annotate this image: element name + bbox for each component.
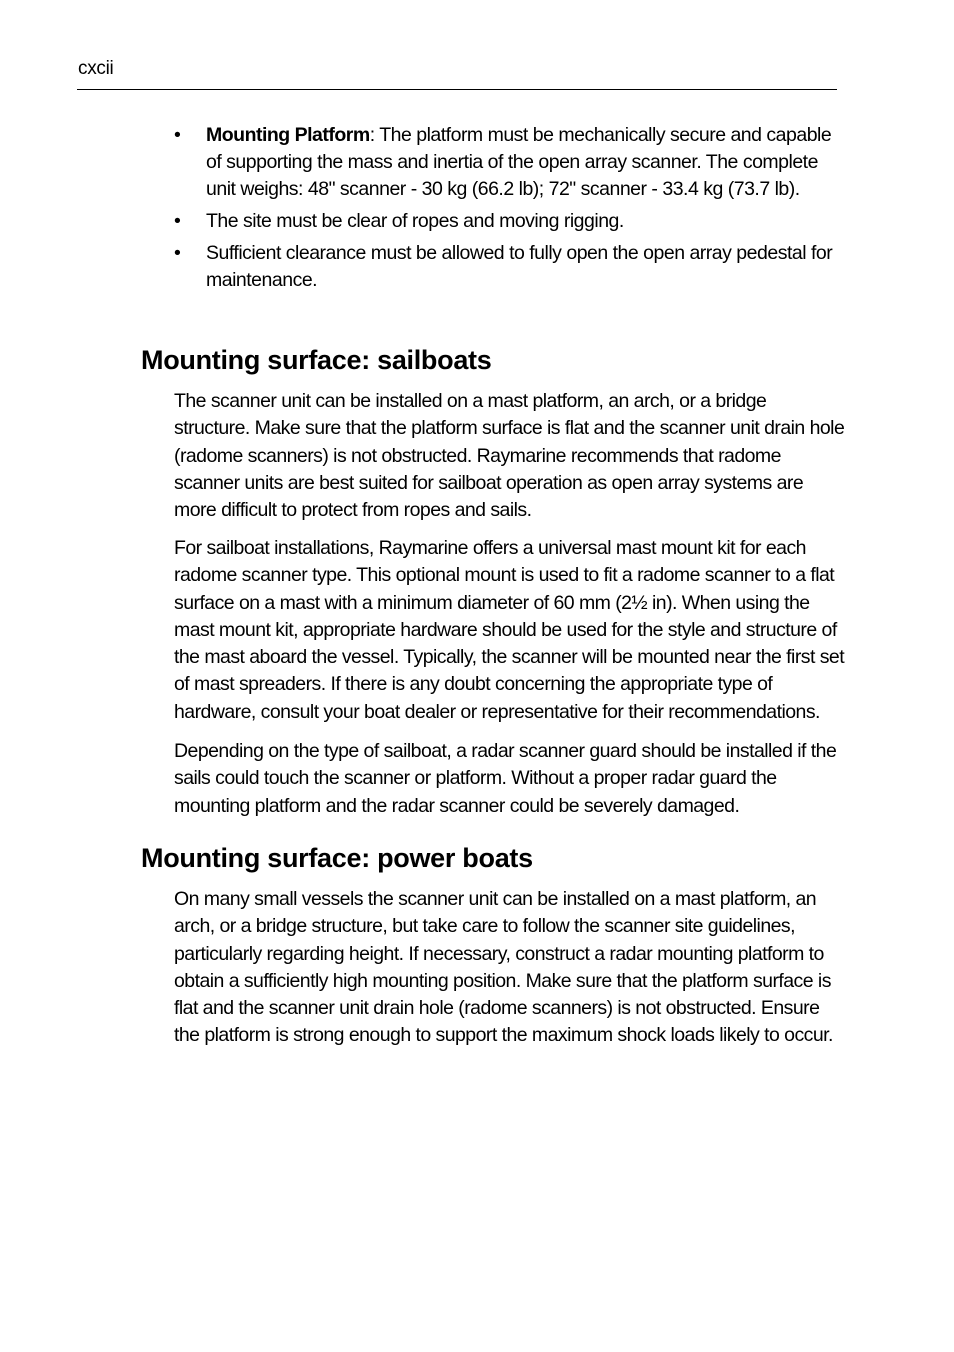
bullet-item-clearance	[174, 240, 846, 294]
bullet-icon: •	[174, 210, 181, 232]
bullet-text: The site must be clear of ropes and moving rigging.	[206, 210, 624, 232]
paragraph: The scanner unit can be installed on a mast platform, an arch, or a bridge structure. Make sure that the platform surface is flat and the scanner unit drain hole (radome scanners) is not obstructed. Raymarine recommends that radome scanner units are best suited for sailboat operation as open array systems are more difficult to protect from ropes and sails.	[174, 390, 845, 522]
section-heading-sailboats: Mounting surface: sailboats	[141, 345, 492, 375]
bullet-item-mounting-platform	[174, 122, 846, 203]
bullet-bold-label: Mounting Platform	[206, 124, 370, 146]
bullet-text: Sufficient clearance must be allowed to fully open the open array pedestal for maintenance.	[206, 242, 833, 291]
section-heading-power-boats: Mounting surface: power boats	[141, 843, 533, 873]
bullet-icon: •	[174, 124, 181, 146]
bullet-text: : The platform must be mechanically secure and capable of supporting the mass and inertia of the open array scanner. The complete unit weighs: 48" scanner - 30 kg (66.2 lb); 72" scanner - 33.4 kg (73.7 lb).	[206, 124, 832, 200]
bullet-icon: •	[174, 242, 181, 264]
paragraph: For sailboat installations, Raymarine offers a universal mast mount kit for each radome scanner type. This optional mount is used to fit a radome scanner to a flat surface on a mast with a minimum diameter of 60 mm (2½ in). When using the mast mount kit, appropriate hardware should be used for the style and structure of the mast aboard the vessel. Typically, the scanner will be mounted near the first set of mast spreaders. If there is any doubt concerning the appropriate type of hardware, consult your boat dealer or representative for their recommendations.	[174, 537, 845, 723]
paragraph: Depending on the type of sailboat, a radar scanner guard should be installed if the sails could touch the scanner or platform. Without a proper radar guard the mounting platform and the radar scanner could be severely damaged.	[174, 740, 837, 817]
page-number: cxcii	[78, 58, 114, 79]
header-rule	[77, 89, 837, 90]
bullet-item-clear-site	[174, 208, 846, 235]
paragraph: On many small vessels the scanner unit can be installed on a mast platform, an arch, or a bridge structure, but take care to follow the scanner site guidelines, particularly regarding height. If necessary, construct a radar mounting platform to obtain a sufficiently high mounting position. Make sure that the platform surface is flat and the scanner unit drain hole (radome scanners) is not obstructed. Ensure the platform is strong enough to support the maximum shock loads likely to occur.	[174, 888, 833, 1047]
bullet-list	[174, 122, 846, 299]
